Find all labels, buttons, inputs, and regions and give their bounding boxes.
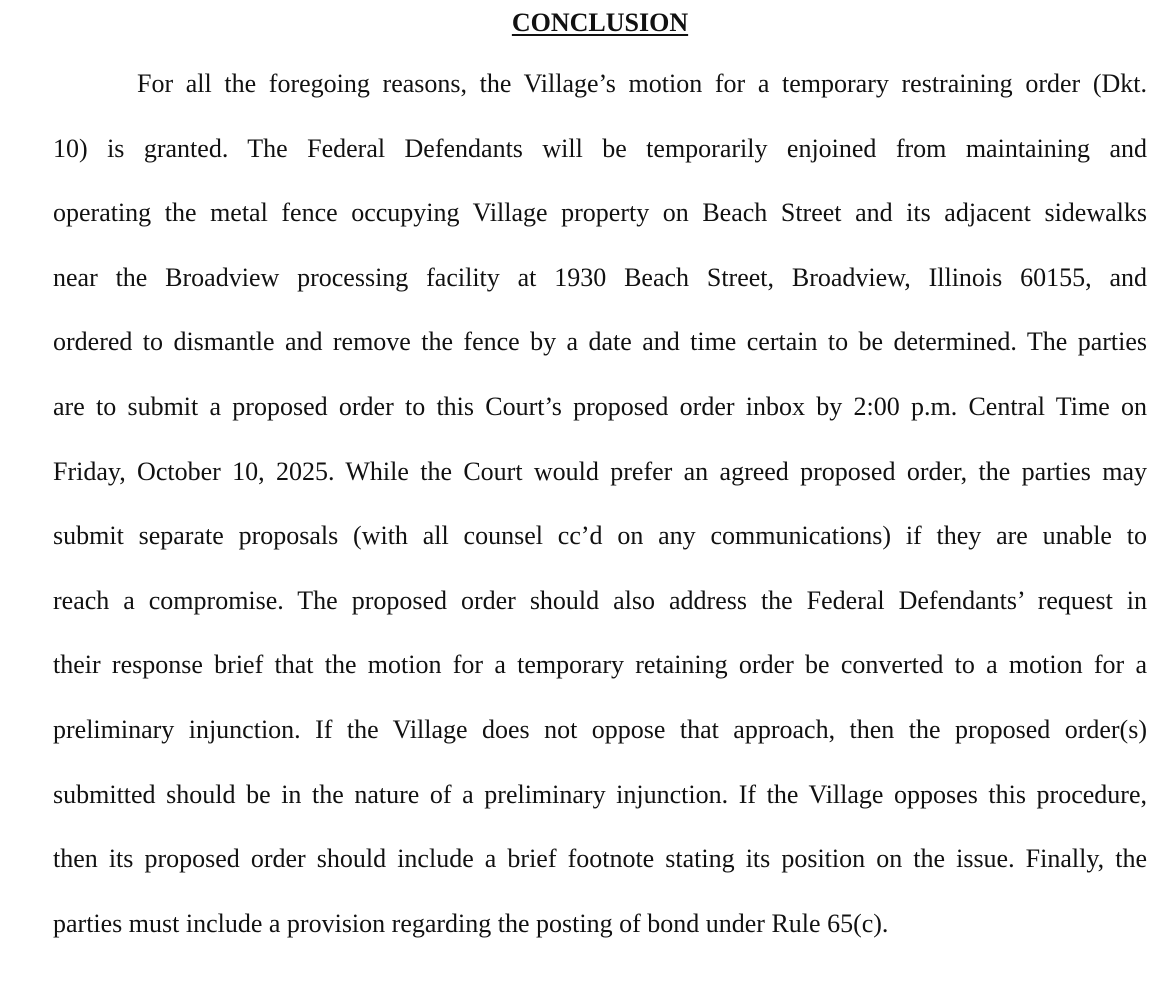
conclusion-paragraph [53,52,1147,956]
section-heading: CONCLUSION [511,8,689,37]
paragraph-line: near the Broadview processing facility at 1930 Beach Street, Broadview, Illinois 60155, and [53,262,1147,292]
paragraph-line: ordered to dismantle and remove the fence by a date and time certain to be determined. The parties [53,327,1147,357]
paragraph-line: reach a compromise. The proposed order should also address the Federal Defendants’ request in [53,585,1147,615]
paragraph-line: Friday, October 10, 2025. While the Court would prefer an agreed proposed order, the parties may [53,456,1147,486]
paragraph-line: preliminary injunction. If the Village does not oppose that approach, then the proposed order(s) [53,714,1147,744]
paragraph-line: submitted should be in the nature of a preliminary injunction. If the Village opposes this procedure, [53,779,1147,809]
paragraph-line: parties must include a provision regarding the posting of bond under Rule 65(c). [53,908,889,938]
paragraph-line: their response brief that the motion for a temporary retaining order be converted to a motion for a [53,650,1147,680]
paragraph-line: are to submit a proposed order to this Court’s proposed order inbox by 2:00 p.m. Central Time on [53,391,1147,421]
paragraph-line: For all the foregoing reasons, the Village’s motion for a temporary restraining order (Dkt. [137,69,1147,98]
paragraph-line: then its proposed order should include a brief footnote stating its position on the issue. Finally, the [53,844,1147,874]
paragraph-line: operating the metal fence occupying Village property on Beach Street and its adjacent sidewalks [53,198,1147,228]
paragraph-line: submit separate proposals (with all counsel cc’d on any communications) if they are unable to [53,521,1147,551]
paragraph-line: 10) is granted. The Federal Defendants will be temporarily enjoined from maintaining and [53,133,1147,163]
